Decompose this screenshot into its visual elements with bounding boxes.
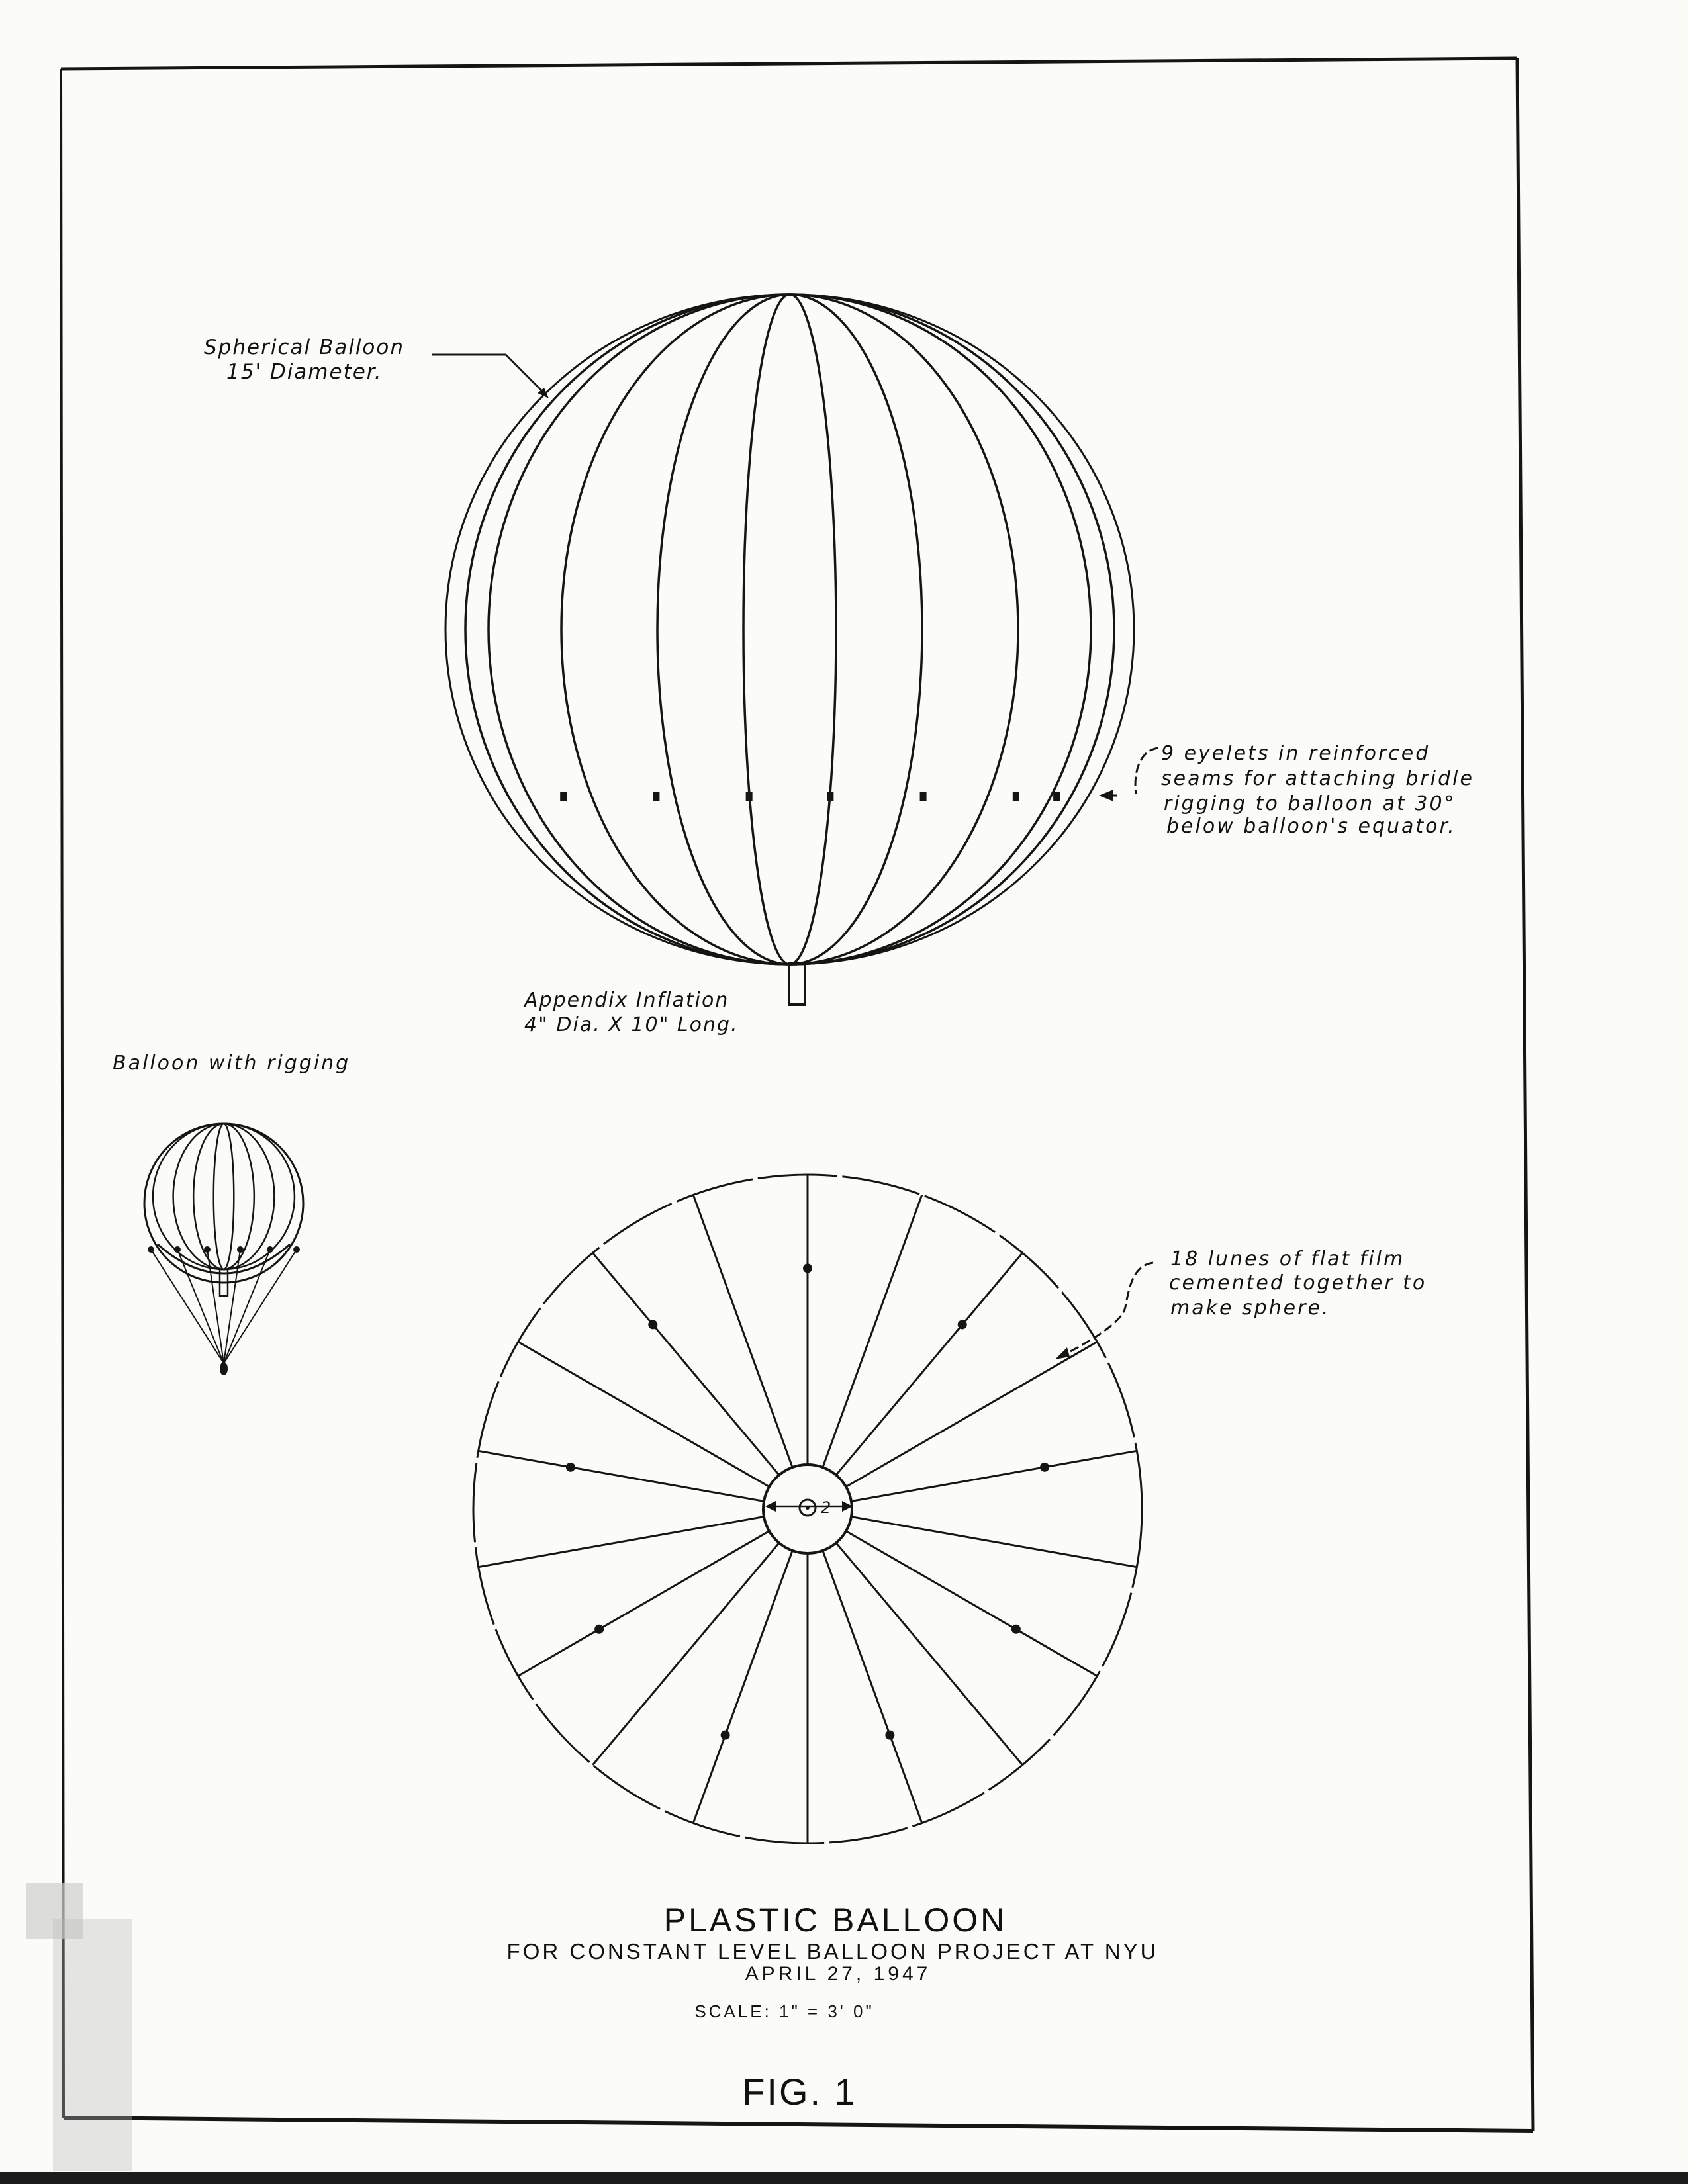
spherical-balloon-side-view [445,295,1134,964]
leader-lunes [1055,1263,1153,1359]
date: APRIL 27, 1947 [745,1963,931,1985]
small-eyelet [267,1246,273,1253]
pattern-eyelet [803,1263,812,1273]
appendix-inflation-tube [789,963,805,1005]
center-dimension [765,1498,853,1517]
lune-seam [823,1195,922,1467]
scan-smudge-edge [53,1919,132,2171]
label-lunes-line-3: make sphere. [1170,1297,1331,1320]
label-appendix-line-2: 4" Dia. X 10" Long. [524,1013,739,1036]
lune-seam [693,1551,792,1823]
rigging-ring [220,1362,228,1375]
eyelet-marker [827,792,833,801]
lune-seam [592,1253,779,1475]
label-spherical-balloon-line-2: 15' Diameter. [226,360,383,384]
title: PLASTIC BALLOON [663,1901,1008,1938]
sphere-outline-left [445,295,790,964]
small-eyelet [237,1246,244,1253]
center-dimension-value: 2 [821,1498,831,1517]
label-eyelets-line-1: 9 eyelets in reinforced [1161,742,1430,765]
eyelet-marker [560,792,567,801]
eyelet-marker [653,792,659,801]
small-sphere-outline [144,1124,303,1283]
scan-bottom-edge [0,2172,1688,2184]
balloon-with-rigging-diagram [144,1124,303,1375]
sphere-gore-seam [657,295,790,964]
small-eyelet [293,1246,300,1253]
label-eyelets-line-4: below balloon's equator. [1166,815,1456,838]
label-balloon-with-rigging: Balloon with rigging [113,1052,351,1075]
eyelet-marker [920,792,927,801]
rigging-line [151,1250,224,1363]
eyelet-marker [1053,792,1060,801]
lune-seam [836,1253,1023,1475]
pattern-eyelet [885,1731,894,1740]
pattern-eyelet [958,1320,967,1329]
scale: SCALE: 1" = 3' 0" [694,2001,874,2021]
pattern-eyelet [1011,1625,1021,1634]
pattern-eyelet [721,1731,730,1740]
subtitle: FOR CONSTANT LEVEL BALLOON PROJECT AT NYU [506,1939,1159,1964]
label-spherical-balloon-line-1: Spherical Balloon [204,336,405,359]
rigging-line [224,1250,297,1363]
eyelet-marker [1013,792,1019,801]
label-lunes-line-2: cemented together to [1169,1271,1427,1295]
small-eyelet [174,1246,181,1253]
pattern-eyelet [648,1320,657,1329]
label-eyelets-line-3: rigging to balloon at 30° [1164,792,1456,815]
label-eyelets-line-2: seams for attaching bridle [1161,767,1474,790]
small-gore-seam [214,1124,224,1269]
pattern-eyelet [566,1463,575,1472]
label-appendix-line-1: Appendix Inflation [524,989,729,1012]
sphere-outline-right [790,295,1134,964]
sphere-gore-seam [790,295,836,964]
sphere-gore-seam [790,295,922,964]
pattern-eyelet [594,1625,604,1634]
lune-seam [823,1551,922,1823]
lune-seam [693,1195,792,1467]
lune-seam [836,1543,1023,1765]
eyelet-marker [746,792,753,801]
sphere-gore-seam [743,295,790,964]
figure-label: FIG. 1 [742,2071,857,2113]
lune-seam [592,1543,779,1765]
small-eyelet [148,1246,154,1253]
small-eyelet [204,1246,211,1253]
leader-spherical-balloon [432,355,549,398]
pattern-eyelet [1040,1463,1049,1472]
label-lunes-line-1: 18 lunes of flat film [1170,1248,1405,1271]
small-gore-seam [224,1124,234,1269]
